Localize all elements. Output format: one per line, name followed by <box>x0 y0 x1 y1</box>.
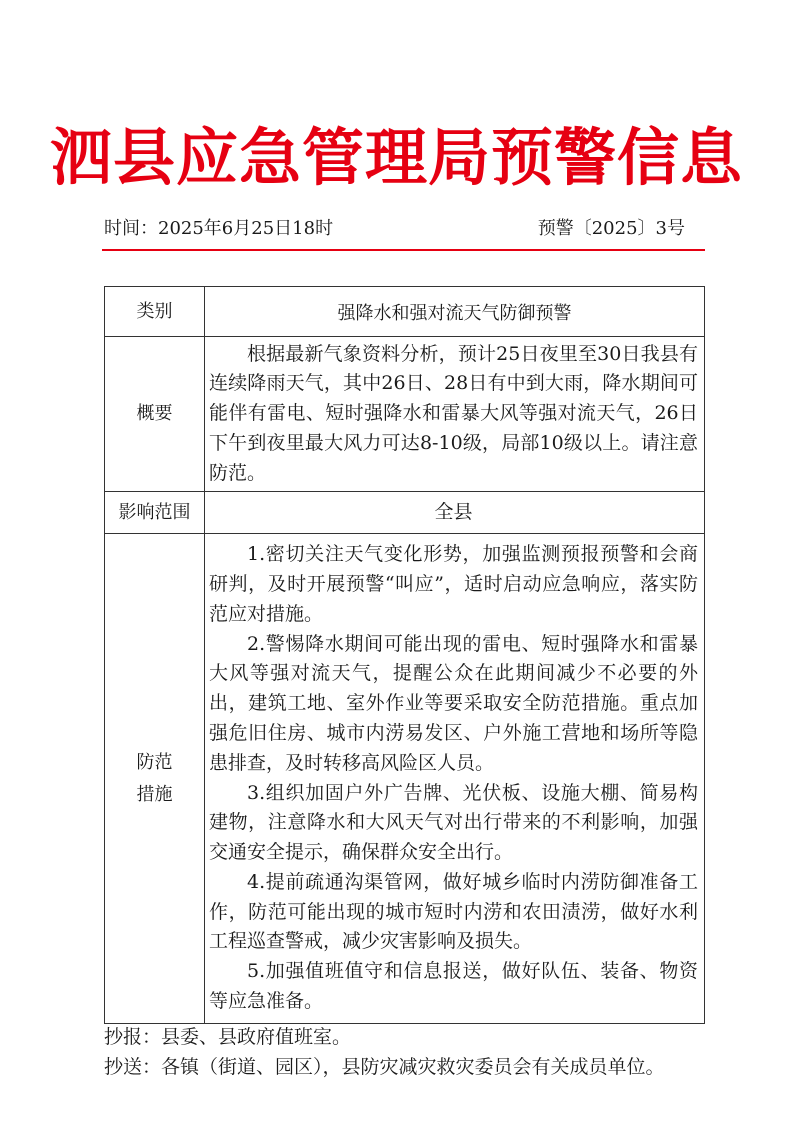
table-row-summary <box>105 337 705 492</box>
measures-cell <box>205 534 705 1024</box>
scope-label: 影响范围 <box>105 492 205 534</box>
measure-item-4: 4.提前疏通沟渠管网，做好城乡临时内涝防御准备工作，防范可能出现的城市短时内涝和农田渍涝，做好水利工程巡查警戒，减少灾害影响及损失。 <box>209 870 698 953</box>
measure-item-2: 2.警惕降水期间可能出现的雷电、短时强降水和雷暴大风等强对流天气，提醒公众在此期间减少不必要的外出，建筑工地、室外作业等要采取安全防范措施。重点加强危旧住房、城市内涝易发区、户外施工营地和场所等隐患排查，及时转移高风险区人员。 <box>209 632 698 774</box>
document-title: 泗县应急管理局预警信息 <box>49 121 743 194</box>
measures-label-line2: 措施 <box>136 783 173 805</box>
scope-value: 全县 <box>205 492 705 534</box>
table-row-category <box>105 287 705 337</box>
header-divider <box>102 249 705 251</box>
measures-label-line1: 防范 <box>136 751 173 773</box>
measures-label <box>105 534 205 1024</box>
cc-report: 抄报：县委、县政府值班室。 <box>104 1026 352 1048</box>
category-label: 类别 <box>105 287 205 337</box>
summary-label: 概要 <box>105 337 205 492</box>
cc-send: 抄送：各镇（街道、园区），县防灾减灾救灾委员会有关成员单位。 <box>104 1056 665 1078</box>
measure-item-5: 5.加强值班值守和信息报送，做好队伍、装备、物资等应急准备。 <box>209 960 698 1013</box>
category-value: 强降水和强对流天气防御预警 <box>205 287 705 337</box>
issue-time: 时间：2025年6月25日18时 <box>104 218 334 239</box>
footer <box>104 1022 707 1082</box>
summary-cell <box>205 337 705 492</box>
document-number: 预警〔2025〕3号 <box>537 218 685 239</box>
table-row-scope <box>105 492 705 534</box>
measure-item-1: 1.密切关注天气变化形势，加强监测预报预警和会商研判，及时开展预警“叫应”，适时启动应急响应，落实防范应对措施。 <box>209 543 698 625</box>
measure-item-3: 3.组织加固户外广告牌、光伏板、设施大棚、简易构建物，注意降水和大风天气对出行带来的不利影响，加强交通安全提示，确保群众安全出行。 <box>209 781 698 864</box>
warning-info-table <box>104 286 705 1024</box>
summary-text: 根据最新气象资料分析，预计25日夜里至30日我县有连续降雨天气，其中26日、28日有中到大雨，降水期间可能伴有雷电、短时强降水和雷暴大风等强对流天气，26日下午到夜里最大风力可达8-10级，局部10级以上。请注意防范。 <box>209 342 698 484</box>
table-row-measures <box>105 534 705 1024</box>
